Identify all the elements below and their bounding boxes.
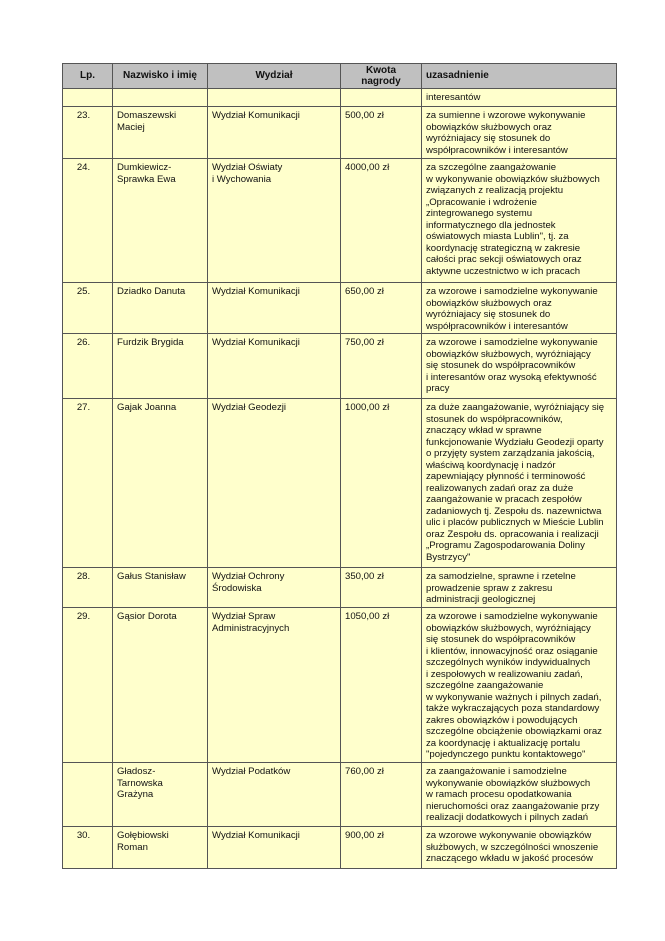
table-row bbox=[63, 763, 617, 827]
cell-amount: 900,00 zł bbox=[341, 827, 422, 869]
cell-amount: 500,00 zł bbox=[341, 107, 422, 159]
cell-reason: za wzorowe i samodzielne wykonywanie obowiązków służbowych oraz wyróżniajacy się stosunek do współpracowników i interesantów bbox=[422, 283, 617, 334]
table-row bbox=[63, 334, 617, 399]
cell-lp: 27. bbox=[63, 399, 113, 568]
cell-reason: za duże zaangażowanie, wyróżniający się stosunek do współpracowników, znaczący wkład w sprawne funkcjonowanie Wydziału Geodezji oparty o przyjęty system zarządzania jakością, właściwą koordynację i nadzór zapewniający płynność i terminowość realizowanych zadań oraz za duże zaangażowanie w pracach zespołów zadaniowych tj. Zespołu ds. nazewnictwa ulic i placów publicznych w Mieście Lublin oraz Zespołu ds. opracowania i realizacji „Programu Zagospodarowania Doliny Bystrzycy" bbox=[422, 399, 617, 568]
cell-name: Dziadko Danuta bbox=[113, 283, 208, 334]
header-lp: Lp. bbox=[63, 64, 113, 89]
cell-amount: 1000,00 zł bbox=[341, 399, 422, 568]
cell-lp: 23. bbox=[63, 107, 113, 159]
cell-name: Gałus Stanisław bbox=[113, 568, 208, 608]
cell-department: Wydział Komunikacji bbox=[208, 107, 341, 159]
cell-department bbox=[208, 89, 341, 107]
cell-department: Wydział Ochrony Środowiska bbox=[208, 568, 341, 608]
cell-lp: 29. bbox=[63, 608, 113, 763]
cell-name: Furdzik Brygida bbox=[113, 334, 208, 399]
cell-department: Wydział Komunikacji bbox=[208, 334, 341, 399]
header-reason: uzasadnienie bbox=[422, 64, 617, 89]
cell-amount: 350,00 zł bbox=[341, 568, 422, 608]
cell-reason: interesantów bbox=[422, 89, 617, 107]
cell-name: Gąsior Dorota bbox=[113, 608, 208, 763]
cell-reason: za wzorowe i samodzielne wykonywanie obowiązków służbowych, wyróżniający się stosunek do współpracowników i interesantów oraz wysoką efektywność pracy bbox=[422, 334, 617, 399]
cell-name: Gładosz- Tarnowska Grażyna bbox=[113, 763, 208, 827]
cell-amount: 4000,00 zł bbox=[341, 159, 422, 283]
cell-reason: za wzorowe wykonywanie obowiązków służbowych, w szczególności wnoszenie znaczącego wkładu w jakość procesów bbox=[422, 827, 617, 869]
cell-amount: 650,00 zł bbox=[341, 283, 422, 334]
cell-reason: za samodzielne, sprawne i rzetelne prowadzenie spraw z zakresu administracji geologicznej bbox=[422, 568, 617, 608]
awards-table bbox=[62, 63, 617, 869]
cell-amount: 750,00 zł bbox=[341, 334, 422, 399]
cell-department: Wydział Spraw Administracyjnych bbox=[208, 608, 341, 763]
cell-lp: 24. bbox=[63, 159, 113, 283]
cell-department: Wydział Komunikacji bbox=[208, 827, 341, 869]
cell-name bbox=[113, 89, 208, 107]
cell-lp bbox=[63, 89, 113, 107]
cell-reason: za szczególne zaangażowanie w wykonywanie obowiązków służbowych związanych z realizacją projektu „Opracowanie i wdrożenie zintegrowanego systemu informatycznego dla jednostek oświatowych miasta Lublin", tj. za koordynację strategiczną w zakresie całości prac sekcji oświatowych oraz aktywne uczestnictwo w ich pracach bbox=[422, 159, 617, 283]
cell-reason: za sumienne i wzorowe wykonywanie obowiązków służbowych oraz wyróżniajacy się stosunek do współpracowników i interesantów bbox=[422, 107, 617, 159]
cell-department: Wydział Geodezji bbox=[208, 399, 341, 568]
table-header-row bbox=[63, 64, 617, 89]
cell-name: Gołębiowski Roman bbox=[113, 827, 208, 869]
cell-name: Domaszewski Maciej bbox=[113, 107, 208, 159]
cell-department: Wydział Oświaty i Wychowania bbox=[208, 159, 341, 283]
cell-name: Dumkiewicz- Sprawka Ewa bbox=[113, 159, 208, 283]
cell-lp: 30. bbox=[63, 827, 113, 869]
cell-department: Wydział Podatków bbox=[208, 763, 341, 827]
cell-reason: za wzorowe i samodzielne wykonywanie obowiązków służbowych, wyróżniający się stosunek do współpracowników i klientów, innowacyjność oraz osiąganie szczególnych wyników indywidualnych i zespołowych w realizowaniu zadań, szczególne zaangażowanie w wykonywanie ważnych i pilnych zadań, także wykraczających poza standardowy zakres obowiązków i powodujących szczególne obciążenie obowiązkami oraz za koordynację i aktualizację portalu "pojedynczego punktu kontaktowego" bbox=[422, 608, 617, 763]
cell-lp: 25. bbox=[63, 283, 113, 334]
cell-amount bbox=[341, 89, 422, 107]
table-row bbox=[63, 608, 617, 763]
cell-lp: 26. bbox=[63, 334, 113, 399]
table-row bbox=[63, 107, 617, 159]
cell-department: Wydział Komunikacji bbox=[208, 283, 341, 334]
cell-amount: 1050,00 zł bbox=[341, 608, 422, 763]
cell-lp bbox=[63, 763, 113, 827]
table-row bbox=[63, 159, 617, 283]
header-amount: Kwota nagrody bbox=[341, 64, 422, 89]
table-row bbox=[63, 283, 617, 334]
cell-lp: 28. bbox=[63, 568, 113, 608]
cell-reason: za zaangażowanie i samodzielne wykonywanie obowiązków służbowych w ramach procesu opodatkowania nieruchomości oraz zaangażowanie przy realizacji dodatkowych i pilnych zadań bbox=[422, 763, 617, 827]
table-row bbox=[63, 399, 617, 568]
table-row bbox=[63, 827, 617, 869]
table-row bbox=[63, 568, 617, 608]
cell-name: Gajak Joanna bbox=[113, 399, 208, 568]
cell-amount: 760,00 zł bbox=[341, 763, 422, 827]
header-name: Nazwisko i imię bbox=[113, 64, 208, 89]
table-row bbox=[63, 89, 617, 107]
header-department: Wydział bbox=[208, 64, 341, 89]
